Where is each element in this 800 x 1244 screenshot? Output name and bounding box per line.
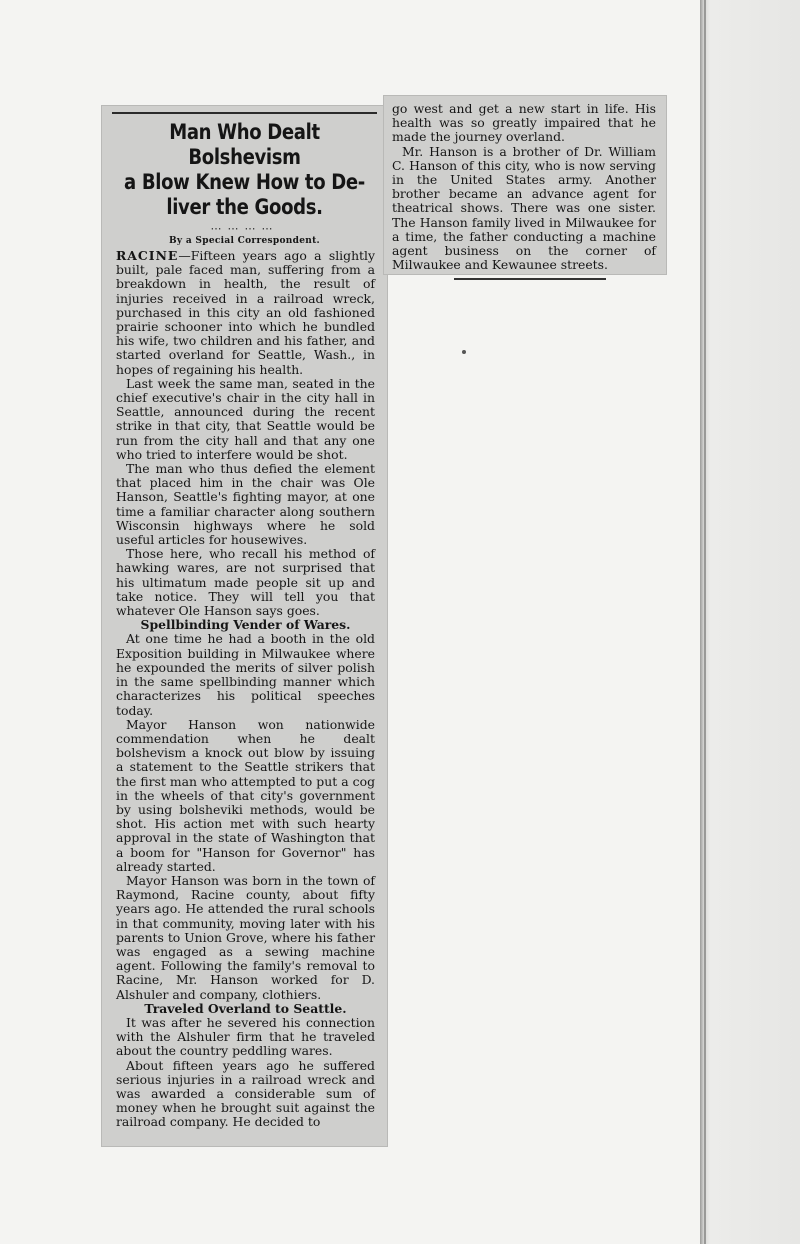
headline-ornament: ⋯⋯⋯⋯ xyxy=(210,222,279,235)
byline: By a Special Correspondent. xyxy=(169,236,320,246)
headline-line-3: liver the Goods. xyxy=(166,195,323,219)
headline-line-1: Man Who Dealt Bolshevism xyxy=(169,120,320,169)
paragraph: Those here, who recall his method of hawking wares, are not surprised that his ultimatum made people sit up and take notice. They will tell you that whatever Ole Hanson says goes. xyxy=(116,546,375,619)
top-rule xyxy=(112,112,377,114)
headline xyxy=(122,120,367,220)
subhead-spellbinding: Spellbinding Vender of Wares. xyxy=(140,617,351,633)
paragraph: The man who thus defied the element that placed him in the chair was Ole Hanson, Seattle's fighting mayor, at one time a familiar character along southern Wisconsin highways where he sold useful articles for housewives. xyxy=(116,461,375,548)
paragraph: Mr. Hanson is a brother of Dr. William C. Hanson of this city, who is now serving in the United States army. Another brother became an advance agent for theatrical shows. There was one sister. The Hanson family lived in Milwaukee for a time, the father conducting a machine agent business on the corner of Milwaukee and Kewaunee streets. xyxy=(392,143,656,273)
paragraph-lead xyxy=(116,249,375,377)
paragraph: Mayor Hanson was born in the town of Raymond, Racine county, about fifty years ago. He attended the rural schools in that community, moving later with his parents to Union Grove, where his father was engaged as a sewing machine agent. Following the family's removal to Racine, Mr. Hanson worked for D. Alshuler and company, clothiers. xyxy=(116,872,376,1002)
dateline: RACINE xyxy=(116,248,179,263)
headline-line-2: a Blow Knew How to De- xyxy=(124,170,365,194)
paragraph: go west and get a new start in life. His health was so greatly impaired that he made the journey overland. xyxy=(392,101,656,145)
paragraph: Mayor Hanson won nationwide commendation when he dealt bolshevism a knock out blow by issuing a statement to the Seattle strikers that the first man who attempted to put a cog in the wheels of that city's government by using bolsheviki methods, would be shot. His action met with such hearty approval in the state of Washington that a boom for "Hanson for Governor" has already started. xyxy=(116,716,375,874)
subhead-traveled: Traveled Overland to Seattle. xyxy=(144,1000,347,1016)
clipping-main-column xyxy=(102,106,387,1146)
paper-speck xyxy=(462,350,466,354)
lead-text: —Fifteen years ago a slightly built, pale faced man, suffering from a breakdown in health, the result of injuries received in a railroad wreck, purchased in this city an old fashioned prairie schooner into which he bundled his wife, two children and his father, and started overland for Seattle, Wash., in hopes of regaining his health. xyxy=(116,248,375,377)
continuation-body xyxy=(392,102,656,272)
paragraph: It was after he severed his connection with the Alshuler firm that he traveled about the country peddling wares. xyxy=(116,1014,375,1059)
clipping-continuation-column xyxy=(384,96,666,274)
page-edge xyxy=(700,0,800,1244)
paragraph: About fifteen years ago he suffered serious injuries in a railroad wreck and was awarded a considerable sum of money when he brought suit against the railroad company. He decided to xyxy=(116,1057,375,1130)
article-body xyxy=(116,249,375,1130)
end-rule xyxy=(454,278,606,280)
paragraph: At one time he had a booth in the old Exposition building in Milwaukee where he expounded the merits of silver polish in the same spellbinding manner which characterizes his political speeches today. xyxy=(116,631,375,718)
paragraph: Last week the same man, seated in the chief executive's chair in the city hall in Seattle, announced during the recent strike in that city, that Seattle would be run from the city hall and that any one who tried to interfere would be shot. xyxy=(116,375,375,462)
